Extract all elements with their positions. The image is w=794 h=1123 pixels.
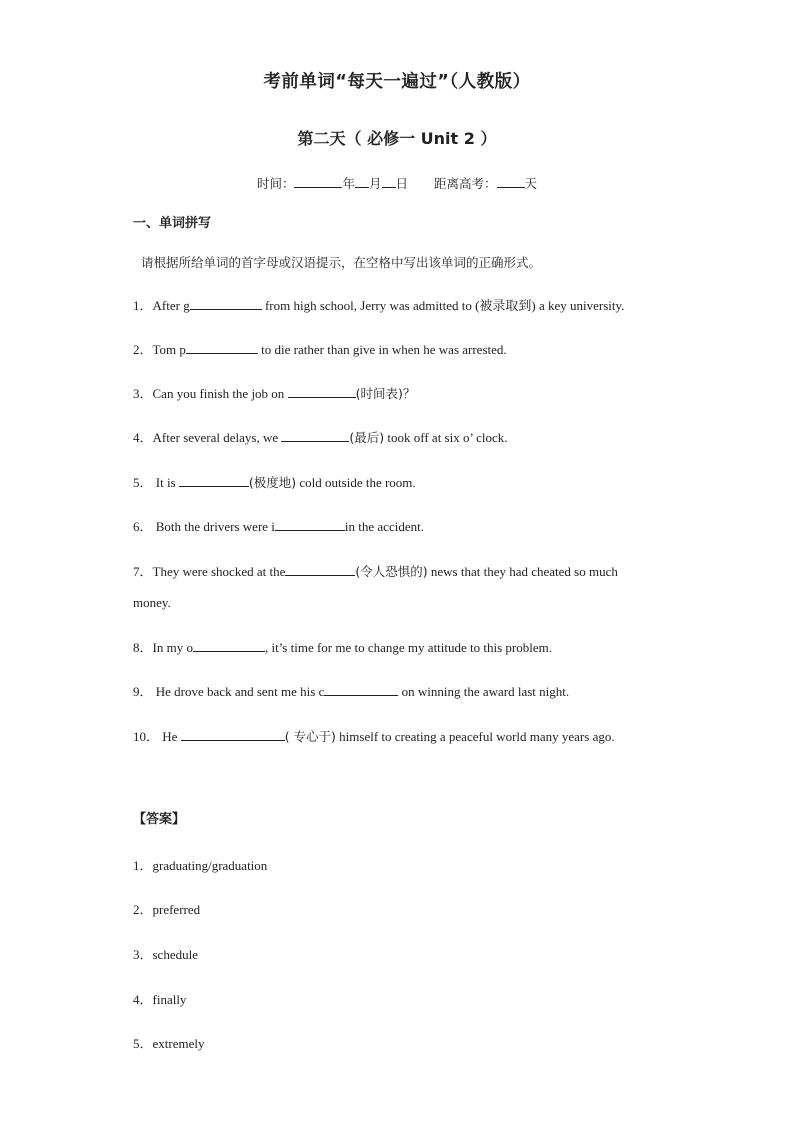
answer-blank[interactable] [324, 681, 398, 696]
date-label: 时间： [256, 176, 295, 191]
question-text-continued: money. [133, 595, 171, 610]
question-text: Both the drivers were i [152, 519, 275, 534]
section-instructions: 请根据所给单词的首字母或汉语提示，在空格中写出该单词的正确形式。 [141, 255, 542, 270]
chinese-hint: (令人恐惧的) [355, 564, 428, 579]
page-title: 考前单词“每天一遍过”（人教版） [263, 72, 531, 92]
question-number: 8． [133, 640, 153, 655]
answer-item: 5．extremely [133, 1036, 205, 1051]
question-3 [133, 378, 673, 409]
day-label: 日 [395, 176, 409, 191]
question-text: , it’s time for me to change my attitude to this problem. [264, 640, 552, 655]
answer-blank[interactable] [190, 295, 262, 310]
page-subtitle: 第二天（ 必修一 Unit 2 ） [297, 129, 497, 148]
question-6 [133, 511, 673, 542]
answer-blank[interactable] [275, 516, 345, 531]
question-number: 4． [133, 430, 153, 445]
question-text: cold outside the room. [296, 475, 416, 490]
chinese-hint: ( 专心于) [284, 729, 336, 744]
question-2 [133, 334, 673, 365]
question-text: took off at six o’ clock. [384, 430, 508, 445]
month-blank [355, 175, 369, 188]
date-blank [294, 175, 342, 188]
question-text: They were shocked at the [152, 564, 286, 579]
question-text: He drove back and sent me his c [152, 684, 325, 699]
question-text: from high school, Jerry was admitted to (被录取到) a key university. [261, 298, 625, 313]
question-text: After g [152, 298, 190, 313]
answers-title: 【答案】 [133, 812, 186, 827]
answer-blank[interactable] [288, 383, 356, 398]
question-8 [133, 632, 673, 663]
question-text: He [159, 729, 181, 744]
question-text: himself to creating a peaceful world many years ago. [335, 729, 615, 744]
question-number: 2． [133, 342, 153, 357]
answer-blank[interactable] [281, 427, 349, 442]
chinese-hint: (最后) [349, 430, 385, 445]
question-text: news that they had cheated so much [427, 564, 618, 579]
question-text: It is [152, 475, 179, 490]
year-label: 年 [342, 176, 355, 191]
section-title: 一、单词拼写 [133, 216, 212, 231]
question-text: in the accident. [344, 519, 424, 534]
question-text: In my o [152, 640, 193, 655]
answer-item: 2．preferred [133, 902, 201, 917]
answer-blank[interactable] [193, 637, 265, 652]
answer-blank[interactable] [181, 726, 285, 741]
question-1 [133, 290, 673, 321]
question-7 [133, 556, 673, 618]
answer-item: 4．finally [133, 992, 187, 1007]
question-text: Tom p [152, 342, 186, 357]
question-number: 1． [133, 298, 153, 313]
chinese-hint: (极度地) [248, 475, 297, 490]
question-number: 9． [133, 684, 153, 699]
question-number: 7． [133, 564, 153, 579]
answer-blank[interactable] [285, 561, 355, 576]
day-blank [382, 175, 396, 188]
question-4 [133, 422, 673, 453]
month-label: 月 [368, 176, 382, 191]
countdown-blank [497, 175, 525, 188]
question-text: to die rather than give in when he was arrested. [257, 342, 507, 357]
question-9 [133, 676, 673, 707]
date-line [0, 174, 794, 192]
question-10 [133, 721, 673, 752]
question-number: 5． [133, 475, 153, 490]
question-5 [133, 467, 673, 498]
question-number: 10． [133, 729, 160, 744]
answer-item: 1．graduating/graduation [133, 858, 268, 873]
days-label: 天 [524, 176, 538, 191]
question-number: 6． [133, 519, 153, 534]
question-text: After several delays, we [152, 430, 282, 445]
answer-blank[interactable] [179, 472, 249, 487]
question-text: on winning the award last night. [398, 684, 570, 699]
answer-blank[interactable] [186, 339, 258, 354]
exam-countdown-label: 距离高考： [434, 176, 497, 191]
chinese-hint: (时间表)？ [355, 386, 416, 401]
question-text: Can you finish the job on [152, 386, 288, 401]
answer-item: 3．schedule [133, 947, 198, 962]
question-number: 3． [133, 386, 153, 401]
